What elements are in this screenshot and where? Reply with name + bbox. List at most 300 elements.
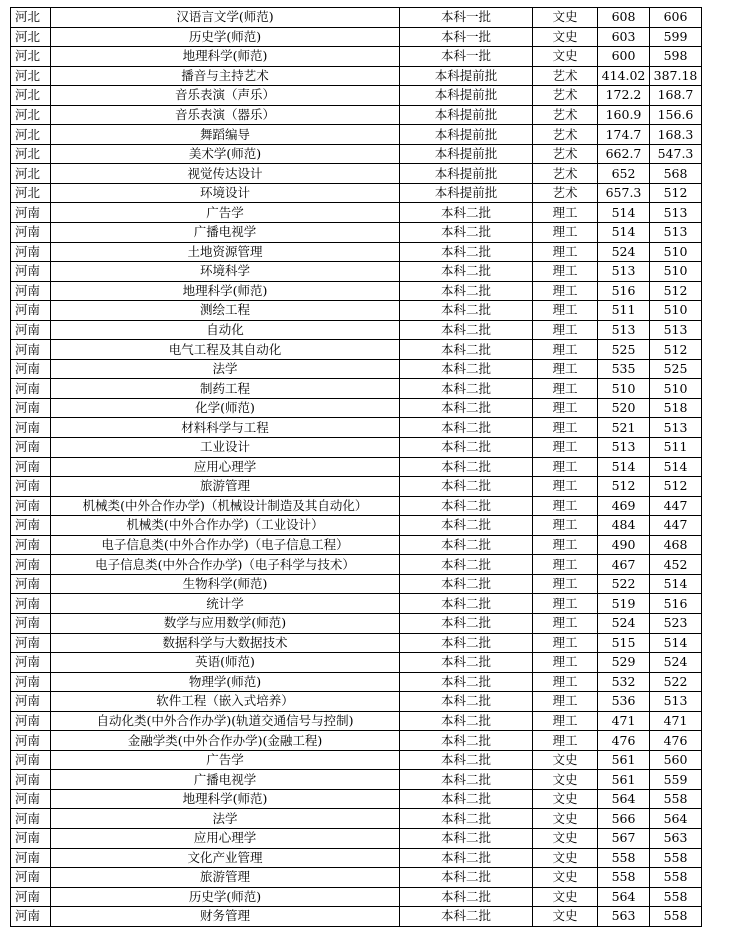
province-cell: 河南 (11, 262, 51, 282)
category-cell: 理工 (533, 653, 598, 673)
province-cell: 河南 (11, 907, 51, 927)
max-score-cell: 563 (598, 907, 650, 927)
category-cell: 艺术 (533, 164, 598, 184)
category-cell: 文史 (533, 750, 598, 770)
min-score-cell: 564 (650, 809, 702, 829)
category-cell: 理工 (533, 223, 598, 243)
major-cell: 工业设计 (51, 438, 400, 458)
min-score-cell: 168.7 (650, 86, 702, 106)
major-cell: 音乐表演（声乐） (51, 86, 400, 106)
table-row (11, 496, 702, 516)
major-cell: 数据科学与大数据技术 (51, 633, 400, 653)
major-cell: 美术学(师范) (51, 144, 400, 164)
batch-cell: 本科二批 (400, 242, 533, 262)
min-score-cell: 512 (650, 340, 702, 360)
category-cell: 理工 (533, 477, 598, 497)
table-row (11, 183, 702, 203)
table-row (11, 457, 702, 477)
min-score-cell: 560 (650, 750, 702, 770)
min-score-cell: 447 (650, 496, 702, 516)
major-cell: 应用心理学 (51, 828, 400, 848)
province-cell: 河北 (11, 66, 51, 86)
batch-cell: 本科一批 (400, 47, 533, 67)
province-cell: 河北 (11, 183, 51, 203)
table-row (11, 711, 702, 731)
table-row (11, 359, 702, 379)
province-cell: 河南 (11, 789, 51, 809)
min-score-cell: 523 (650, 613, 702, 633)
category-cell: 理工 (533, 711, 598, 731)
max-score-cell: 513 (598, 438, 650, 458)
table-row (11, 203, 702, 223)
province-cell: 河南 (11, 555, 51, 575)
category-cell: 理工 (533, 281, 598, 301)
province-cell: 河北 (11, 86, 51, 106)
min-score-cell: 522 (650, 672, 702, 692)
batch-cell: 本科一批 (400, 27, 533, 47)
max-score-cell: 558 (598, 848, 650, 868)
min-score-cell: 525 (650, 359, 702, 379)
min-score-cell: 559 (650, 770, 702, 790)
batch-cell: 本科二批 (400, 516, 533, 536)
max-score-cell: 561 (598, 770, 650, 790)
max-score-cell: 513 (598, 320, 650, 340)
category-cell: 理工 (533, 379, 598, 399)
table-row (11, 692, 702, 712)
category-cell: 理工 (533, 692, 598, 712)
major-cell: 财务管理 (51, 907, 400, 927)
major-cell: 材料科学与工程 (51, 418, 400, 438)
min-score-cell: 518 (650, 398, 702, 418)
province-cell: 河北 (11, 105, 51, 125)
min-score-cell: 599 (650, 27, 702, 47)
max-score-cell: 174.7 (598, 125, 650, 145)
max-score-cell: 484 (598, 516, 650, 536)
max-score-cell: 561 (598, 750, 650, 770)
major-cell: 地理科学(师范) (51, 281, 400, 301)
major-cell: 金融学类(中外合作办学)(金融工程) (51, 731, 400, 751)
max-score-cell: 524 (598, 242, 650, 262)
province-cell: 河南 (11, 359, 51, 379)
batch-cell: 本科二批 (400, 692, 533, 712)
category-cell: 理工 (533, 301, 598, 321)
major-cell: 法学 (51, 359, 400, 379)
category-cell: 理工 (533, 203, 598, 223)
province-cell: 河南 (11, 750, 51, 770)
category-cell: 理工 (533, 574, 598, 594)
major-cell: 广播电视学 (51, 770, 400, 790)
max-score-cell: 536 (598, 692, 650, 712)
min-score-cell: 510 (650, 379, 702, 399)
table-row (11, 144, 702, 164)
province-cell: 河南 (11, 653, 51, 673)
batch-cell: 本科二批 (400, 887, 533, 907)
batch-cell: 本科二批 (400, 496, 533, 516)
max-score-cell: 520 (598, 398, 650, 418)
category-cell: 理工 (533, 535, 598, 555)
max-score-cell: 524 (598, 613, 650, 633)
min-score-cell: 447 (650, 516, 702, 536)
category-cell: 理工 (533, 359, 598, 379)
province-cell: 河北 (11, 125, 51, 145)
batch-cell: 本科二批 (400, 418, 533, 438)
batch-cell: 本科二批 (400, 301, 533, 321)
table-row (11, 164, 702, 184)
max-score-cell: 512 (598, 477, 650, 497)
category-cell: 理工 (533, 262, 598, 282)
major-cell: 英语(师范) (51, 653, 400, 673)
category-cell: 理工 (533, 731, 598, 751)
province-cell: 河南 (11, 731, 51, 751)
batch-cell: 本科二批 (400, 203, 533, 223)
major-cell: 文化产业管理 (51, 848, 400, 868)
major-cell: 旅游管理 (51, 868, 400, 888)
batch-cell: 本科提前批 (400, 164, 533, 184)
min-score-cell: 513 (650, 320, 702, 340)
max-score-cell: 160.9 (598, 105, 650, 125)
province-cell: 河南 (11, 496, 51, 516)
max-score-cell: 567 (598, 828, 650, 848)
min-score-cell: 476 (650, 731, 702, 751)
batch-cell: 本科提前批 (400, 105, 533, 125)
category-cell: 理工 (533, 594, 598, 614)
min-score-cell: 558 (650, 868, 702, 888)
major-cell: 应用心理学 (51, 457, 400, 477)
min-score-cell: 524 (650, 653, 702, 673)
major-cell: 化学(师范) (51, 398, 400, 418)
major-cell: 物理学(师范) (51, 672, 400, 692)
category-cell: 艺术 (533, 105, 598, 125)
table-row (11, 535, 702, 555)
batch-cell: 本科二批 (400, 789, 533, 809)
min-score-cell: 513 (650, 418, 702, 438)
batch-cell: 本科二批 (400, 457, 533, 477)
min-score-cell: 387.18 (650, 66, 702, 86)
major-cell: 广告学 (51, 750, 400, 770)
category-cell: 艺术 (533, 183, 598, 203)
batch-cell: 本科提前批 (400, 183, 533, 203)
category-cell: 理工 (533, 672, 598, 692)
category-cell: 艺术 (533, 125, 598, 145)
max-score-cell: 521 (598, 418, 650, 438)
batch-cell: 本科二批 (400, 574, 533, 594)
province-cell: 河南 (11, 770, 51, 790)
min-score-cell: 510 (650, 262, 702, 282)
province-cell: 河南 (11, 320, 51, 340)
max-score-cell: 471 (598, 711, 650, 731)
batch-cell: 本科二批 (400, 594, 533, 614)
category-cell: 文史 (533, 907, 598, 927)
min-score-cell: 512 (650, 477, 702, 497)
batch-cell: 本科二批 (400, 633, 533, 653)
major-cell: 制药工程 (51, 379, 400, 399)
batch-cell: 本科二批 (400, 340, 533, 360)
province-cell: 河南 (11, 711, 51, 731)
category-cell: 理工 (533, 457, 598, 477)
category-cell: 文史 (533, 47, 598, 67)
table-row (11, 438, 702, 458)
max-score-cell: 519 (598, 594, 650, 614)
major-cell: 数学与应用数学(师范) (51, 613, 400, 633)
table-row (11, 555, 702, 575)
batch-cell: 本科二批 (400, 535, 533, 555)
category-cell: 文史 (533, 27, 598, 47)
province-cell: 河南 (11, 672, 51, 692)
major-cell: 历史学(师范) (51, 887, 400, 907)
max-score-cell: 564 (598, 789, 650, 809)
min-score-cell: 512 (650, 183, 702, 203)
province-cell: 河南 (11, 418, 51, 438)
major-cell: 广告学 (51, 203, 400, 223)
batch-cell: 本科二批 (400, 438, 533, 458)
max-score-cell: 603 (598, 27, 650, 47)
max-score-cell: 535 (598, 359, 650, 379)
max-score-cell: 510 (598, 379, 650, 399)
province-cell: 河南 (11, 809, 51, 829)
table-row (11, 47, 702, 67)
max-score-cell: 513 (598, 262, 650, 282)
province-cell: 河南 (11, 516, 51, 536)
table-row (11, 750, 702, 770)
province-cell: 河南 (11, 438, 51, 458)
batch-cell: 本科一批 (400, 8, 533, 28)
table-row (11, 848, 702, 868)
max-score-cell: 514 (598, 203, 650, 223)
major-cell: 机械类(中外合作办学)（机械设计制造及其自动化） (51, 496, 400, 516)
batch-cell: 本科二批 (400, 281, 533, 301)
table-row (11, 398, 702, 418)
batch-cell: 本科二批 (400, 262, 533, 282)
province-cell: 河南 (11, 477, 51, 497)
province-cell: 河南 (11, 594, 51, 614)
province-cell: 河南 (11, 301, 51, 321)
table-row (11, 105, 702, 125)
province-cell: 河南 (11, 340, 51, 360)
table-row (11, 789, 702, 809)
batch-cell: 本科二批 (400, 828, 533, 848)
table-row (11, 770, 702, 790)
max-score-cell: 522 (598, 574, 650, 594)
province-cell: 河南 (11, 223, 51, 243)
table-row (11, 731, 702, 751)
category-cell: 理工 (533, 516, 598, 536)
max-score-cell: 516 (598, 281, 650, 301)
max-score-cell: 476 (598, 731, 650, 751)
province-cell: 河南 (11, 828, 51, 848)
batch-cell: 本科二批 (400, 868, 533, 888)
province-cell: 河南 (11, 887, 51, 907)
major-cell: 地理科学(师范) (51, 47, 400, 67)
max-score-cell: 514 (598, 223, 650, 243)
batch-cell: 本科提前批 (400, 144, 533, 164)
table-row (11, 66, 702, 86)
min-score-cell: 513 (650, 692, 702, 712)
province-cell: 河北 (11, 8, 51, 28)
major-cell: 测绘工程 (51, 301, 400, 321)
province-cell: 河南 (11, 281, 51, 301)
province-cell: 河北 (11, 47, 51, 67)
category-cell: 文史 (533, 828, 598, 848)
table-row (11, 887, 702, 907)
major-cell: 生物科学(师范) (51, 574, 400, 594)
category-cell: 理工 (533, 438, 598, 458)
province-cell: 河南 (11, 203, 51, 223)
batch-cell: 本科二批 (400, 477, 533, 497)
table-row (11, 301, 702, 321)
min-score-cell: 514 (650, 457, 702, 477)
batch-cell: 本科二批 (400, 320, 533, 340)
batch-cell: 本科二批 (400, 555, 533, 575)
batch-cell: 本科提前批 (400, 66, 533, 86)
major-cell: 视觉传达设计 (51, 164, 400, 184)
min-score-cell: 547.3 (650, 144, 702, 164)
max-score-cell: 566 (598, 809, 650, 829)
category-cell: 文史 (533, 789, 598, 809)
category-cell: 理工 (533, 398, 598, 418)
major-cell: 汉语言文学(师范) (51, 8, 400, 28)
category-cell: 理工 (533, 555, 598, 575)
table-row (11, 809, 702, 829)
major-cell: 自动化 (51, 320, 400, 340)
table-row (11, 262, 702, 282)
max-score-cell: 662.7 (598, 144, 650, 164)
province-cell: 河南 (11, 457, 51, 477)
max-score-cell: 600 (598, 47, 650, 67)
table-row (11, 477, 702, 497)
min-score-cell: 510 (650, 242, 702, 262)
max-score-cell: 469 (598, 496, 650, 516)
province-cell: 河北 (11, 27, 51, 47)
max-score-cell: 515 (598, 633, 650, 653)
min-score-cell: 510 (650, 301, 702, 321)
table-row (11, 8, 702, 28)
table-row (11, 27, 702, 47)
max-score-cell: 564 (598, 887, 650, 907)
category-cell: 艺术 (533, 144, 598, 164)
batch-cell: 本科二批 (400, 848, 533, 868)
min-score-cell: 452 (650, 555, 702, 575)
table-row (11, 281, 702, 301)
major-cell: 机械类(中外合作办学)（工业设计） (51, 516, 400, 536)
table-row (11, 653, 702, 673)
batch-cell: 本科二批 (400, 907, 533, 927)
table-row (11, 340, 702, 360)
min-score-cell: 558 (650, 887, 702, 907)
min-score-cell: 563 (650, 828, 702, 848)
table-row (11, 125, 702, 145)
category-cell: 文史 (533, 770, 598, 790)
category-cell: 文史 (533, 848, 598, 868)
major-cell: 舞蹈编导 (51, 125, 400, 145)
major-cell: 地理科学(师范) (51, 789, 400, 809)
major-cell: 音乐表演（器乐） (51, 105, 400, 125)
province-cell: 河南 (11, 848, 51, 868)
major-cell: 旅游管理 (51, 477, 400, 497)
min-score-cell: 168.3 (650, 125, 702, 145)
max-score-cell: 525 (598, 340, 650, 360)
batch-cell: 本科二批 (400, 379, 533, 399)
min-score-cell: 513 (650, 223, 702, 243)
major-cell: 自动化类(中外合作办学)(轨道交通信号与控制) (51, 711, 400, 731)
max-score-cell: 514 (598, 457, 650, 477)
major-cell: 软件工程（嵌入式培养） (51, 692, 400, 712)
min-score-cell: 514 (650, 574, 702, 594)
province-cell: 河南 (11, 692, 51, 712)
major-cell: 电子信息类(中外合作办学)（电子科学与技术） (51, 555, 400, 575)
max-score-cell: 657.3 (598, 183, 650, 203)
province-cell: 河南 (11, 574, 51, 594)
min-score-cell: 512 (650, 281, 702, 301)
table-row (11, 86, 702, 106)
max-score-cell: 608 (598, 8, 650, 28)
province-cell: 河南 (11, 379, 51, 399)
min-score-cell: 511 (650, 438, 702, 458)
category-cell: 理工 (533, 320, 598, 340)
batch-cell: 本科二批 (400, 750, 533, 770)
min-score-cell: 156.6 (650, 105, 702, 125)
major-cell: 电气工程及其自动化 (51, 340, 400, 360)
batch-cell: 本科二批 (400, 711, 533, 731)
max-score-cell: 490 (598, 535, 650, 555)
admission-score-table (10, 7, 702, 927)
category-cell: 理工 (533, 496, 598, 516)
min-score-cell: 514 (650, 633, 702, 653)
batch-cell: 本科二批 (400, 672, 533, 692)
max-score-cell: 172.2 (598, 86, 650, 106)
batch-cell: 本科二批 (400, 770, 533, 790)
province-cell: 河南 (11, 398, 51, 418)
table-row (11, 516, 702, 536)
province-cell: 河南 (11, 242, 51, 262)
major-cell: 历史学(师范) (51, 27, 400, 47)
max-score-cell: 558 (598, 868, 650, 888)
category-cell: 艺术 (533, 66, 598, 86)
min-score-cell: 468 (650, 535, 702, 555)
table-row (11, 320, 702, 340)
batch-cell: 本科提前批 (400, 86, 533, 106)
major-cell: 土地资源管理 (51, 242, 400, 262)
max-score-cell: 414.02 (598, 66, 650, 86)
province-cell: 河南 (11, 633, 51, 653)
max-score-cell: 467 (598, 555, 650, 575)
category-cell: 文史 (533, 8, 598, 28)
category-cell: 理工 (533, 340, 598, 360)
max-score-cell: 532 (598, 672, 650, 692)
table-row (11, 574, 702, 594)
max-score-cell: 652 (598, 164, 650, 184)
min-score-cell: 558 (650, 907, 702, 927)
category-cell: 艺术 (533, 86, 598, 106)
min-score-cell: 471 (650, 711, 702, 731)
table-row (11, 868, 702, 888)
table-row (11, 828, 702, 848)
table-row (11, 633, 702, 653)
category-cell: 文史 (533, 887, 598, 907)
min-score-cell: 516 (650, 594, 702, 614)
category-cell: 文史 (533, 868, 598, 888)
table-body (11, 8, 702, 927)
table-row (11, 594, 702, 614)
major-cell: 播音与主持艺术 (51, 66, 400, 86)
table-row (11, 242, 702, 262)
major-cell: 广播电视学 (51, 223, 400, 243)
province-cell: 河北 (11, 144, 51, 164)
province-cell: 河南 (11, 535, 51, 555)
table-row (11, 672, 702, 692)
max-score-cell: 529 (598, 653, 650, 673)
table-row (11, 418, 702, 438)
min-score-cell: 606 (650, 8, 702, 28)
